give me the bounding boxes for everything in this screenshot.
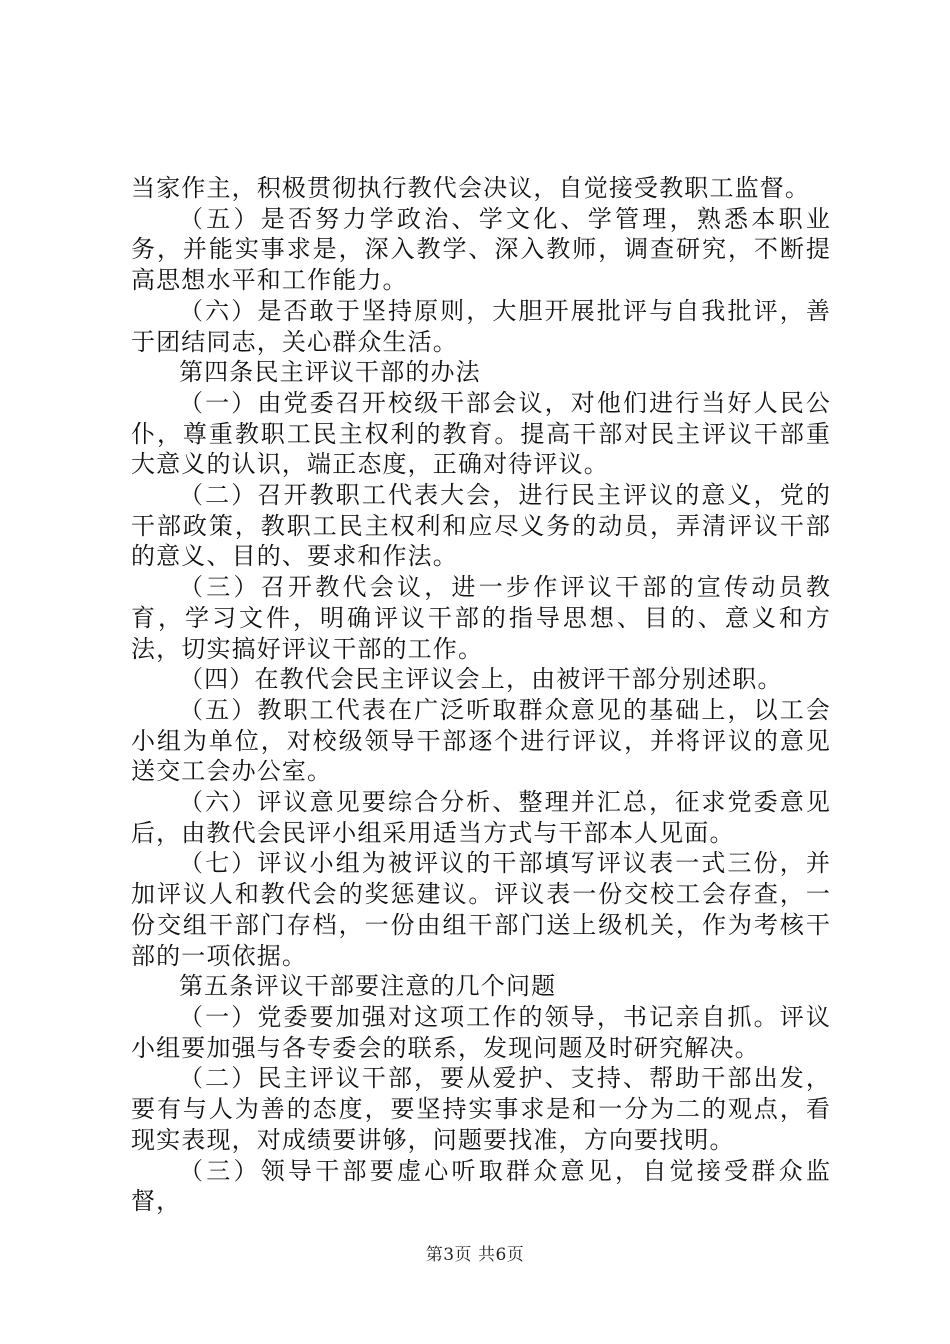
paragraph-9: （六）评议意见要综合分析、整理并汇总，征求党委意见后，由教代会民评小组采用适当方式与干部本人见面。 [131, 788, 831, 847]
paragraph-0: 当家作主，积极贯彻执行教代会决议，自觉接受教职工监督。 [131, 174, 811, 202]
paragraph-7: （四）在教代会民主评议会上，由被评干部分别述职。 [179, 665, 783, 694]
paragraph-8: （五）教职工代表在广泛听取群众意见的基础上，以工会小组为单位，对校级领导干部逐个进行评议，并将评议的意见送交工会办公室。 [131, 695, 831, 786]
paragraph-1: （五）是否努力学政治、学文化、学管理，熟悉本职业务，并能实事求是，深入教学、深入教师，调查研究，不断提高思想水平和工作能力。 [131, 204, 831, 295]
section-heading-article-4: 第四条民主评议干部的办法 [179, 358, 481, 387]
paragraph-4: （一）由党委召开校级干部会议，对他们进行当好人民公仆，尊重教职工民主权利的教育。提高干部对民主评议干部重大意义的认识，端正态度，正确对待评议。 [131, 388, 831, 479]
page-number-label: 第3页 共6页 [425, 1245, 525, 1265]
paragraph-5: （二）召开教职工代表大会，进行民主评议的意义，党的干部政策，教职工民主权利和应尽义务的动员，弄清评议干部的意义、目的、要求和作法。 [131, 481, 831, 571]
page-footer [0, 1240, 950, 1265]
paragraph-14: （三）领导干部要虚心听取群众意见，自觉接受群众监督， [131, 1156, 831, 1216]
paragraph-6: （三）召开教代会议，进一步作评议干部的宣传动员教育，学习文件，明确评议干部的指导思想、目的、意义和方法，切实搞好评议干部的工作。 [131, 573, 831, 663]
paragraph-10: （七）评议小组为被评议的干部填写评议表一式三份，并加评议人和教代会的奖惩建议。评议表一份交校工会存查，一份交组干部门存档，一份由组干部门送上级机关，作为考核干部的一项依据。 [131, 849, 831, 970]
paragraph-12: （一）党委要加强对这项工作的领导，书记亲自抓。评议小组要加强与各专委会的联系，发现问题及时研究解决。 [131, 1002, 831, 1062]
paragraph-13: （二）民主评议干部，要从爱护、支持、帮助干部出发，要有与人为善的态度，要坚持实事求是和一分为二的观点，看现实表现，对成绩要讲够，问题要找准，方向要找明。 [131, 1064, 831, 1154]
paragraph-2: （六）是否敢于坚持原则，大胆开展批评与自我批评，善于团结同志，关心群众生活。 [131, 296, 831, 356]
section-heading-article-5: 第五条评议干部要注意的几个问题 [179, 972, 557, 1001]
document-body [131, 173, 831, 1217]
